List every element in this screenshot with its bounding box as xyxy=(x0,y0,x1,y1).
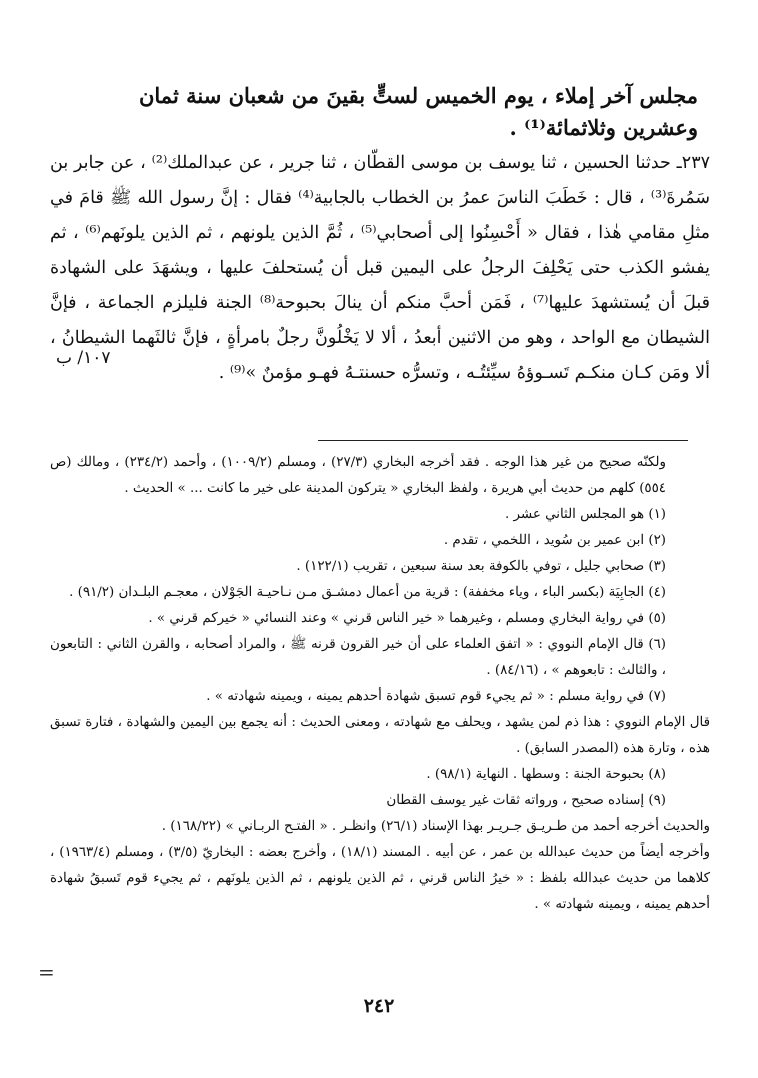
page-number: ٢٤٢ xyxy=(363,995,395,1017)
footnote-2: (٢) ابن عمير بن سُويد ، اللخمي ، تقدم . xyxy=(443,533,666,548)
footnote-3: (٣) صحابي جليل ، توفي بالكوفة بعد سنة سبعين ، تقريب (١٢٢/١) . xyxy=(296,559,666,574)
session-heading: مجلس آخر إملاء ، يوم الخميس لستٍّ بقينَ من شعبان سنة ثمان وعشرين وثلاثمائة⁽¹⁾ . xyxy=(138,83,698,140)
footnotes-block xyxy=(50,450,710,918)
manuscript-folio-mark: ١٠٧/ ب xyxy=(56,348,111,368)
footnote-9-takhrij-ahmad: والحديث أخرجه أحمد من طـريـق جـريـر بهذا الإسناد (٢٦/١) وانظـر . « الفتـح الربـاني » (١٦٨/٢٢) . xyxy=(161,819,710,834)
footnote-5: (٥) في رواية البخاري ومسلم ، وغيرهما « خير الناس قرني » وعند النسائي « خيركم قرني » . xyxy=(148,611,666,626)
margin-marker: = xyxy=(38,960,55,984)
footnote-7-commentary: قال الإمام النووي : هذا ذم لمن يشهد ، ويحلف مع شهادته ، ومعنى الحديث : أنه يجمع بين اليمين والشهادة ، فتارة تسبق هذه ، وتارة هذه (المصدر السابق) . xyxy=(50,715,710,756)
footnote-7: (٧) في رواية مسلم : « ثم يجيء قوم تسبق شهادة أحدهم يمينه ، ويمينه شهادته » . xyxy=(206,689,666,704)
hadith-text-block xyxy=(50,146,710,391)
footnote-4: (٤) الجابِيَة (بكسر الباء ، وياء مخففة) : قرية من أعمال دمشـق مـن نـاحيـة الجَوْلان ، معجـم البلـدان (٩١/٢) . xyxy=(69,585,666,600)
footnote-6: (٦) قال الإمام النووي : « اتفق العلماء على أن خير القرون قرنه ﷺ ، والمراد أصحابه ، والقرن الثاني : التابعون ، والثالث : تابعوهم » ، (٨٤/١٦) . xyxy=(50,637,666,678)
footnote-9: (٩) إسناده صحيح ، ورواته ثقات غير يوسف القطان xyxy=(386,793,666,808)
footnote-9-takhrij-others: وأخرجه أيضاً من حديث عبدالله بن عمر ، عن أبيه . المسند (١٨/١) ، وأخرج بعضه : البخاريّ (٣/٥) ، ومسلم (١٩٦٣/٤) ، كلاهما من حديث عبدالله بلفظ : « خيرُ الناس قرني ، ثم الذين يلونهم ، ثم الذين يلونَهم ، ثم يجيء قوم تَسبقُ شهادة أحدهم يمينه ، ويمينه شهادته » . xyxy=(50,845,710,912)
footnote-separator xyxy=(318,440,688,441)
footnote-continuation: ولكنّه صحيح من غير هذا الوجه . فقد أخرجه البخاري (٢٧/٣) ، ومسلم (١٠٠٩/٢) ، وأحمد (٢٣٤/٢) ، ومالك (ص ٥٥٤) كلهم من حديث أبي هريرة ، ولفظ البخاري « يتركون المدينة على خير ما كانت ... » الحديث . xyxy=(50,455,666,496)
hadith-237-text: ٢٣٧ـ حدثنا الحسين ، ثنا يوسف بن موسى القطّان ، ثنا جرير ، عن عبدالملك⁽²⁾ ، عن جابر بن سَمُرةَ⁽³⁾ ، قال : خَطَبَ الناسَ عمرُ بن الخطاب بالجابية⁽⁴⁾ فقال : إنَّ رسول الله ﷺ قامَ في مثلِ مقامي هٰذا ، فقال « أَحْسِنُوا إلى أصحابي⁽⁵⁾ ، ثُمَّ الذين يلونهم ، ثم الذين يلونَهم⁽⁶⁾ ، ثم يفشو الكذب حتى يَحْلِفَ الرجلُ على اليمين قبل أن يُستحلفَ عليها ، ويشهَدَ على الشهادة قبلَ أن يُستشهدَ عليها⁽⁷⁾ ، فَمَن أحبَّ منكم أن ينالَ بحبوحة⁽⁸⁾ الجنة فليلزم الجماعة ، فإنَّ الشيطان مع الواحد ، وهو من الاثنين أبعدُ ، ألا لا يَخْلُونَّ رجلٌ بامرأةٍ ، فإنَّ ثالثَهما الشيطانُ ، ألا ومَن كـان منكـم تَسـوؤهُ سيِّئتُـه ، وتسرُّه حسنتـهُ فهـو مؤمنٌ »⁽⁹⁾ . xyxy=(50,153,711,383)
footnote-8: (٨) بحبوحة الجنة : وسطها . النهاية (٩٨/١) . xyxy=(426,767,666,782)
footnote-1: (١) هو المجلس الثاني عشر . xyxy=(504,507,666,522)
